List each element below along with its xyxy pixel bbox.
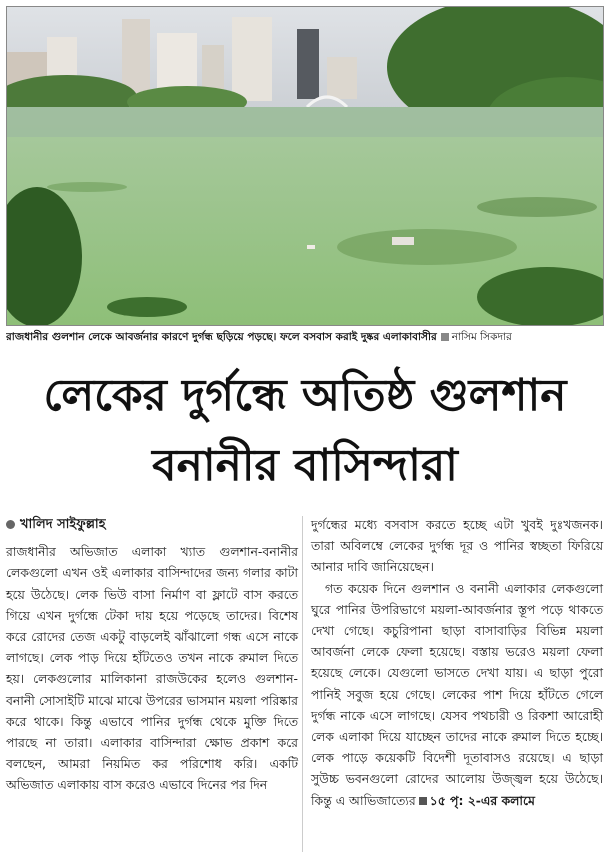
byline-bullet-icon bbox=[6, 520, 15, 529]
lake-photo bbox=[6, 6, 604, 326]
lake-photo-icon bbox=[7, 7, 603, 325]
column-divider bbox=[302, 516, 303, 852]
article-paragraph: দুর্গন্ধের মধ্যে বসবাস করতে হচ্ছে এটা খুবই দুঃখজনক। তারা অবিলম্বে লেকের দুর্গন্ধ দূর ও পানির স্বচ্ছতা ফিরিয়ে আনার দাবি জানিয়েছেন। bbox=[311, 517, 603, 575]
article-column-left bbox=[6, 514, 298, 796]
article-paragraph-text: গত কয়েক দিনে গুলশান ও বনানী এলাকার লেকগুলো ঘুরে পানির উপরিভাগে ময়লা-আবর্জনার স্তূপ পড়ে থাকতে দেখা গেছে। কচুরিপানা ছাড়া বাসাবাড়ির বিভিন্ন ময়লা আবর্জনা লেকে ফেলা হয়েছে। বস্তায় ভরেও ময়লা ফেলা হয়েছে লেকে। যেগুলো ভাসতে দেখা যায়। এ ছাড়া পুরো পানিই সবুজ হয়ে গেছে। লেকের পাশ দিয়ে হাঁটতে গেলে দুর্গন্ধ নাকে এসে লাগছে। যেসব পথচারী ও রিকশা আরোহী লেক এলাকা দিয়ে যাচ্ছেন তাদের নাকে রুমাল দিতে হচ্ছে। লেক পাড়ে কয়েকটি বিদেশী দূতাবাসও রয়েছে। এ ছাড়া সুউচ্চ ভবনগুলো রোদের আলোয় উজ্জ্বল হয়ে উঠেছে। কিন্তু এ আভিজাত্যের bbox=[311, 580, 603, 808]
byline-author: খালিদ সাইফুল্লাহ bbox=[20, 517, 106, 532]
caption-text: রাজধানীর গুলশান লেকে আবর্জনার কারণে দুর্গন্ধ ছড়িয়ে পড়ছে। ফলে বসবাস করাই দুষ্কর এলাকাবাসীর bbox=[6, 331, 437, 343]
headline-line-1: লেকের দুর্গন্ধে অতিষ্ঠ গুলশান bbox=[43, 370, 567, 421]
article-paragraph: রাজধানীর অভিজাত এলাকা খ্যাত গুলশান-বনানীর লেকগুলো এখন ওই এলাকার বাসিন্দাদের জন্য গলার কাটা হয়ে উঠেছে। লেক ভিউ বাসা নির্মাণ বা ফ্লাটে বাস করতে গিয়ে এখন দুর্গন্ধে টেকা দায় হয়ে পড়েছে তাদের। বিশেষ করে রোদের তেজ একটু বাড়লেই ঝাঁঝালো গন্ধ এসে নাকে লাগছে। লেক পাড় দিয়ে হাঁটতেও তখন নাকে রুমাল দিতে হয়। লেকগুলোর মালিকানা রাজউকের হলেও গুলশান-বনানী সোসাইটি মাঝে মাঝে উপরের ভাসমান ময়লা পরিষ্কার করে থাকে। কিন্তু এভাবে পানির দুর্গন্ধ থেকে মুক্তি দিতে পারছে না তারা। এলাকার বাসিন্দারা ক্ষোভ প্রকাশ করে বলছেন, আমরা নিয়মিত কর পরিশোধ করি। একটি অভিজাত এলাকায় বাস করেও এভাবে দিনের পর দিন bbox=[6, 544, 298, 793]
article-paragraph bbox=[311, 578, 603, 811]
photo-credit: নাসিম সিকদার bbox=[451, 331, 512, 343]
jump-square-icon bbox=[419, 797, 427, 805]
jump-text[interactable]: ১৫ পৃ: ২-এর কলামে bbox=[429, 792, 535, 808]
continuation-jump[interactable] bbox=[416, 793, 535, 808]
credit-square-icon bbox=[441, 333, 449, 341]
photo-caption bbox=[6, 327, 602, 347]
headline-line-2: বনানীর বাসিন্দারা bbox=[152, 440, 458, 491]
article-column-right bbox=[311, 514, 603, 811]
byline bbox=[6, 514, 298, 535]
